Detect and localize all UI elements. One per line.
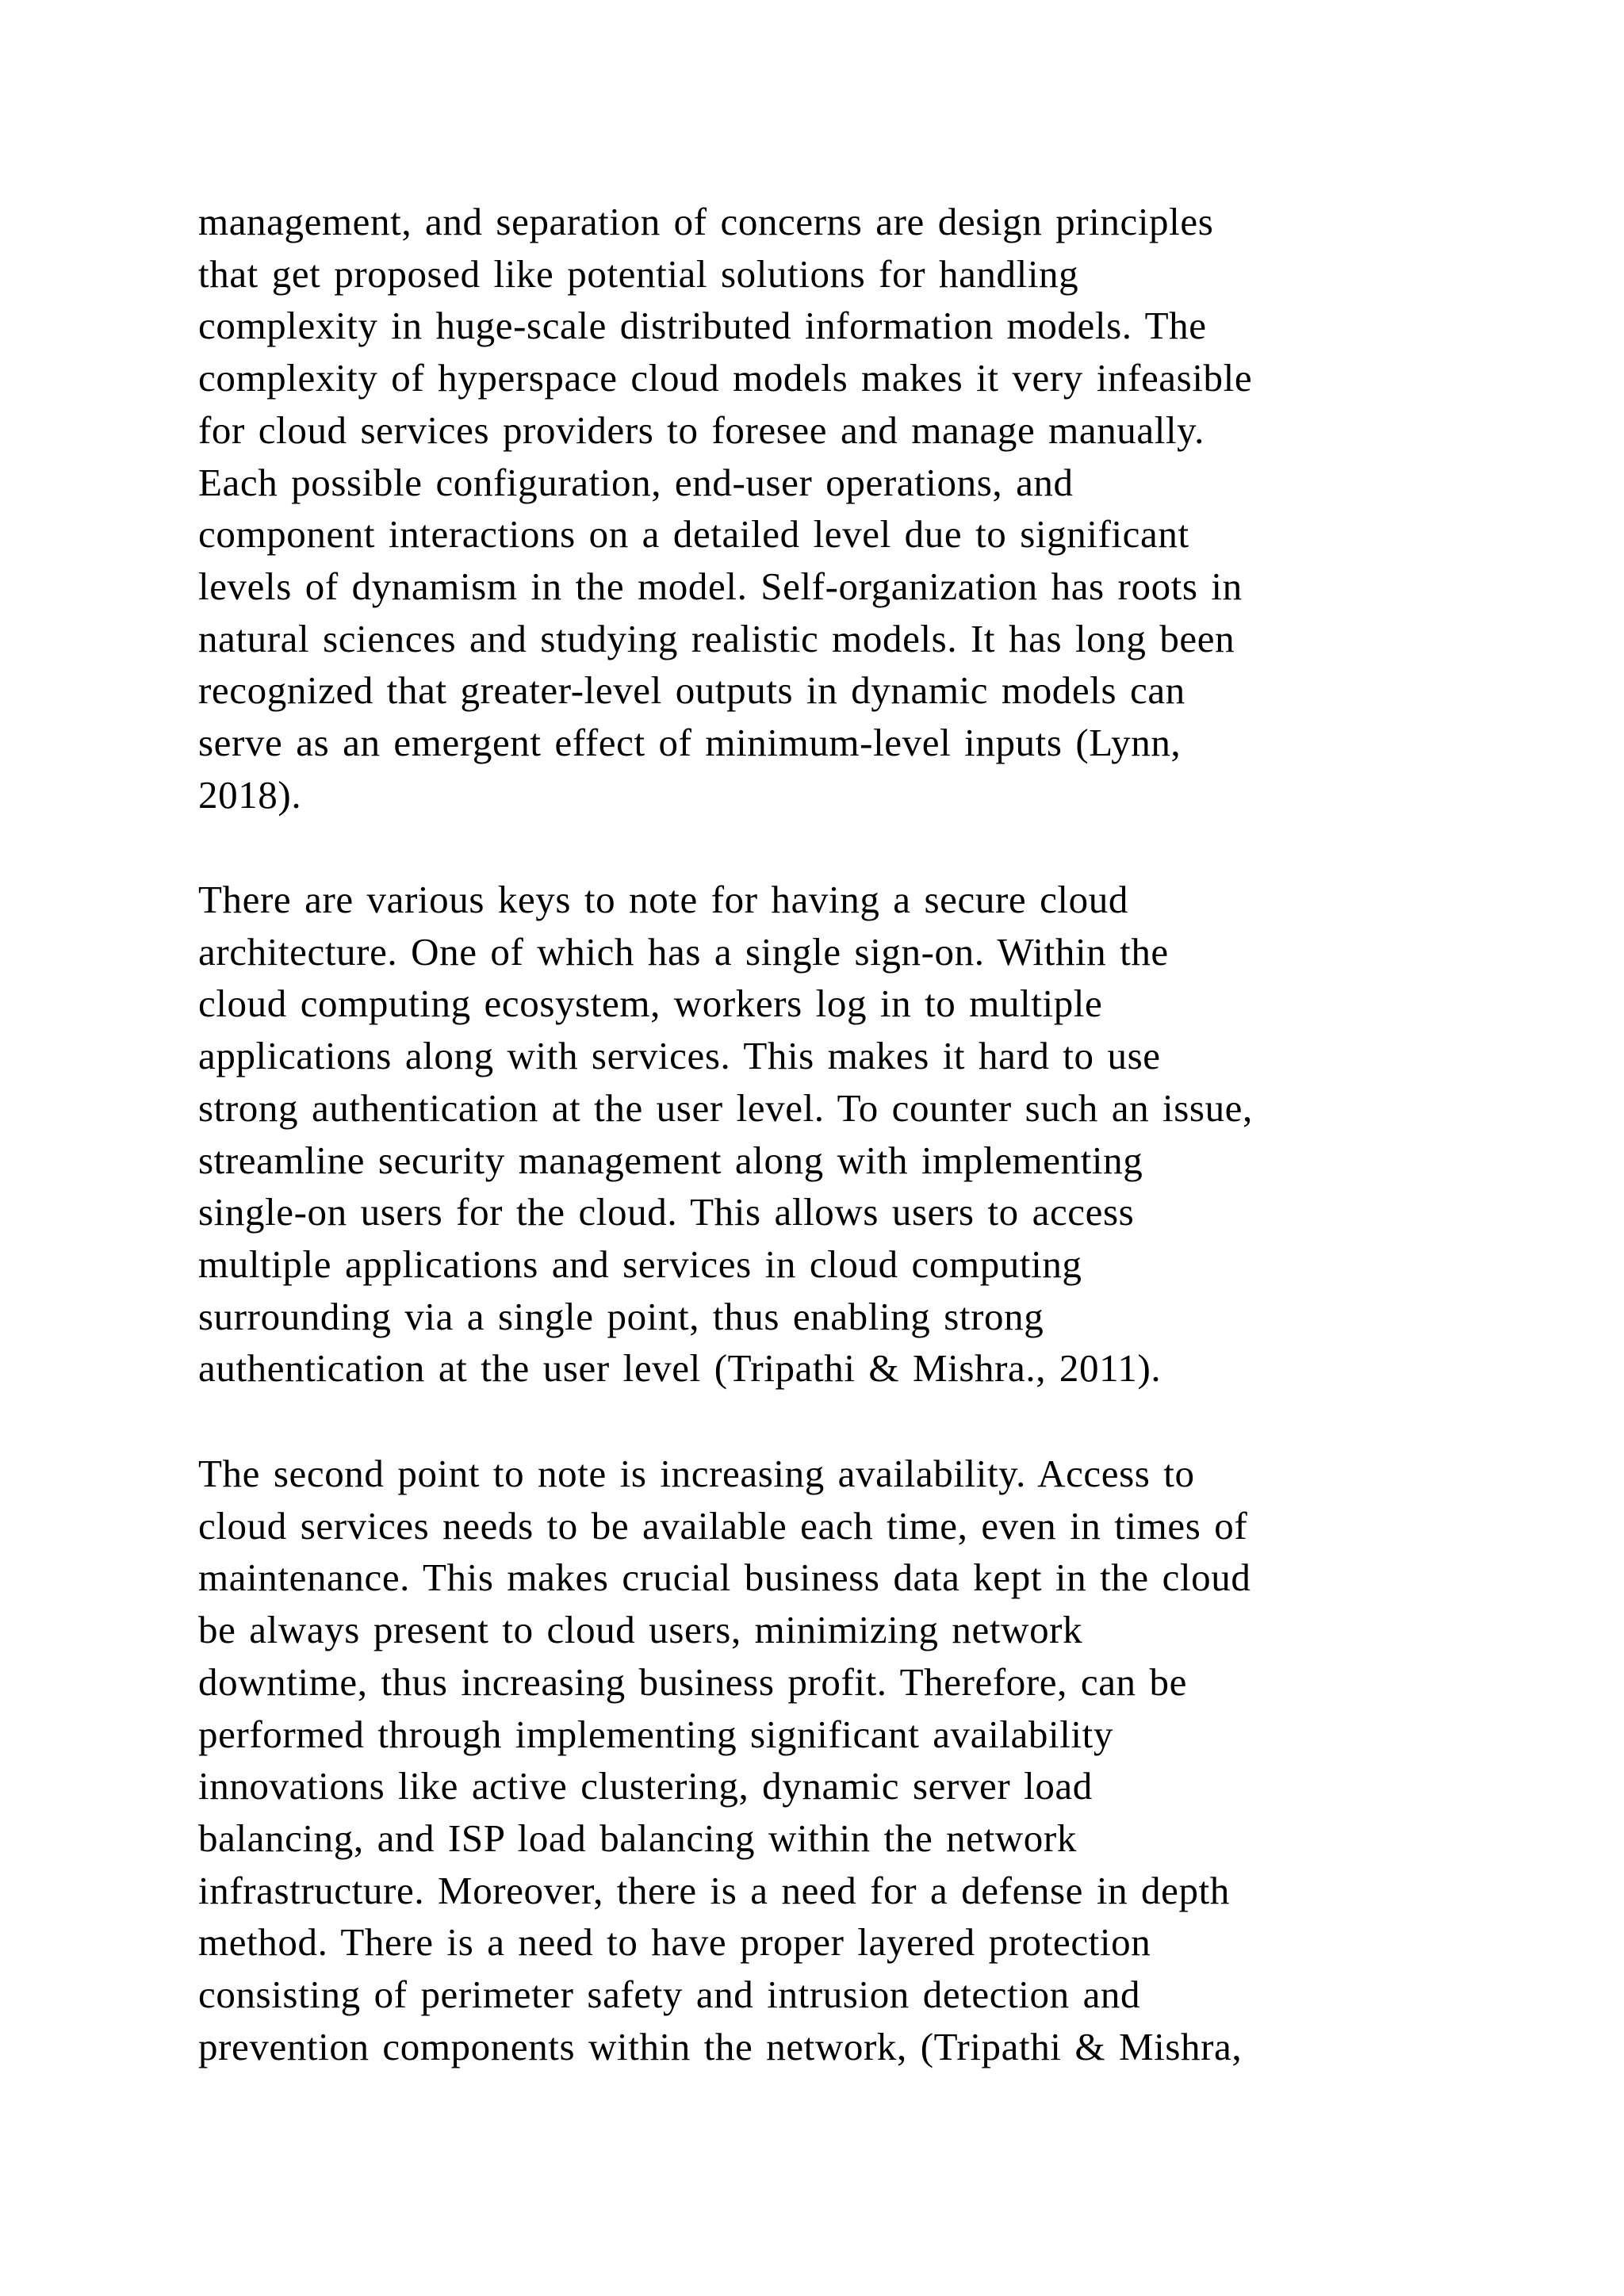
text-line: natural sciences and studying realistic models. It has long been xyxy=(198,616,1235,660)
text-line: streamline security management along with implementing xyxy=(198,1138,1143,1182)
text-line: performed through implementing significant availability xyxy=(198,1712,1113,1756)
text-line: 2018). xyxy=(198,772,302,817)
text-line: surrounding via a single point, thus enabling strong xyxy=(198,1294,1044,1338)
text-line: multiple applications and services in cloud computing xyxy=(198,1242,1082,1286)
text-line: single-on users for the cloud. This allows users to access xyxy=(198,1190,1135,1234)
text-line: levels of dynamism in the model. Self-organization has roots in xyxy=(198,564,1243,608)
text-line: be always present to cloud users, minimizing network xyxy=(198,1608,1083,1652)
text-line: that get proposed like potential solutions for handling xyxy=(198,251,1079,296)
text-line: There are various keys to note for having a secure cloud xyxy=(198,878,1128,921)
text-line: method. There is a need to have proper layered protection xyxy=(198,1920,1151,1965)
text-line: cloud services needs to be available each time, even in times of xyxy=(198,1503,1248,1548)
text-line: applications along with services. This makes it hard to use xyxy=(198,1034,1161,1078)
text-line: innovations like active clustering, dynamic server load xyxy=(198,1764,1093,1808)
text-line: downtime, thus increasing business profit. Therefore, can be xyxy=(198,1659,1187,1704)
paragraph-self-organization xyxy=(198,196,1467,821)
text-line: infrastructure. Moreover, there is a need for a defense in depth xyxy=(198,1868,1230,1912)
text-line: consisting of perimeter safety and intrusion detection and xyxy=(198,1973,1141,2017)
text-line: recognized that greater-level outputs in dynamic models can xyxy=(198,668,1185,713)
text-line: serve as an emergent effect of minimum-level inputs (Lynn, xyxy=(198,721,1182,765)
text-line: authentication at the user level (Tripathi & Mishra., 2011). xyxy=(198,1346,1162,1391)
text-line: complexity of hyperspace cloud models makes it very infeasible xyxy=(198,356,1253,400)
text-line: The second point to note is increasing availability. Access to xyxy=(198,1452,1195,1495)
text-line: complexity in huge-scale distributed information models. The xyxy=(198,304,1207,348)
text-line: component interactions on a detailed level due to significant xyxy=(198,512,1189,557)
text-line: strong authentication at the user level. To counter such an issue, xyxy=(198,1085,1253,1130)
text-line: balancing, and ISP load balancing within the network xyxy=(198,1816,1077,1860)
text-line: cloud computing ecosystem, workers log in to multiple xyxy=(198,982,1103,1026)
text-line: prevention components within the network, (Tripathi & Mishra, xyxy=(198,2024,1243,2068)
text-line: architecture. One of which has a single sign-on. Within the xyxy=(198,929,1169,974)
paragraph-availability xyxy=(198,1448,1467,2072)
text-line: Each possible configuration, end-user operations, and xyxy=(198,460,1074,504)
paragraph-single-sign-on xyxy=(198,874,1467,1395)
text-line: management, and separation of concerns are design principles xyxy=(198,200,1214,243)
text-line: for cloud services providers to foresee and manage manually. xyxy=(198,408,1205,452)
text-line: maintenance. This makes crucial business data kept in the cloud xyxy=(198,1556,1251,1600)
